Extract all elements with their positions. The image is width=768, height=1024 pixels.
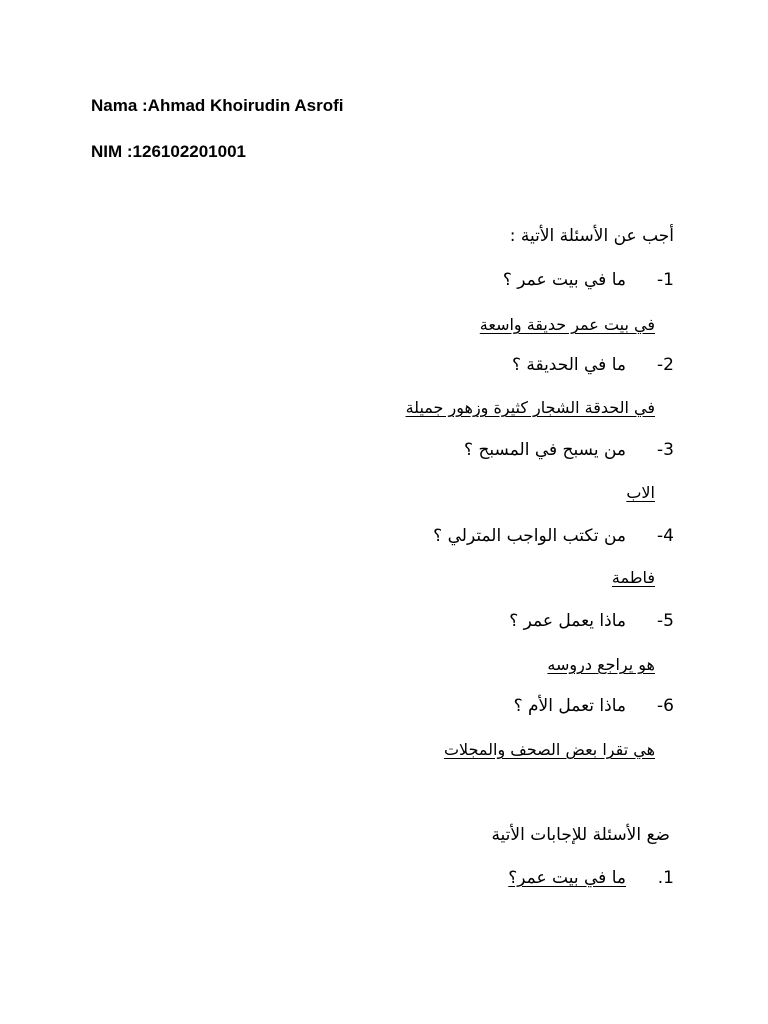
answer-4: فاطمة	[611, 568, 655, 587]
section2-instruction: ضع الأسئلة للإجابات الأتية	[491, 825, 670, 845]
question-5	[509, 611, 674, 631]
question-number: -1	[657, 270, 674, 290]
answer-5: هو يراجع دروسه	[547, 655, 655, 674]
question-2	[512, 355, 674, 375]
question-number: -4	[657, 526, 674, 546]
question-1	[503, 270, 674, 290]
question-text: ما في بيت عمر ؟	[502, 270, 626, 290]
question-text: ماذا يعمل عمر ؟	[509, 611, 626, 631]
question-number: -6	[657, 696, 674, 716]
answer-3: الاب	[626, 483, 655, 502]
question-number: .1	[657, 868, 674, 888]
answer-6: هي تقرا بعض الصحف والمجلات	[443, 740, 655, 759]
question-4	[433, 526, 674, 546]
section2-question-1	[508, 868, 674, 888]
question-text: ماذا تعمل الأم ؟	[513, 696, 626, 716]
question-6	[514, 696, 674, 716]
question-number: -5	[657, 611, 674, 631]
question-number: -2	[657, 355, 674, 375]
question-text: ما في بيت عمر؟	[508, 868, 626, 888]
section1-instruction: أجب عن الأسئلة الأتية :	[509, 226, 674, 246]
answer-2: في الحدقة الشجار كثيرة وزهور جميلة	[405, 398, 655, 417]
question-3	[464, 440, 674, 460]
answer-1: في بيت عمر حديقة واسعة	[479, 315, 655, 334]
question-text: من يسبح في المسبح ؟	[464, 440, 626, 460]
student-nim: NIM :126102201001	[91, 142, 247, 161]
question-number: -3	[657, 440, 674, 460]
student-name: Nama :Ahmad Khoirudin Asrofi	[91, 96, 344, 115]
question-text: ما في الحديقة ؟	[511, 355, 626, 375]
question-text: من تكتب الواجب المترلي ؟	[433, 526, 626, 546]
